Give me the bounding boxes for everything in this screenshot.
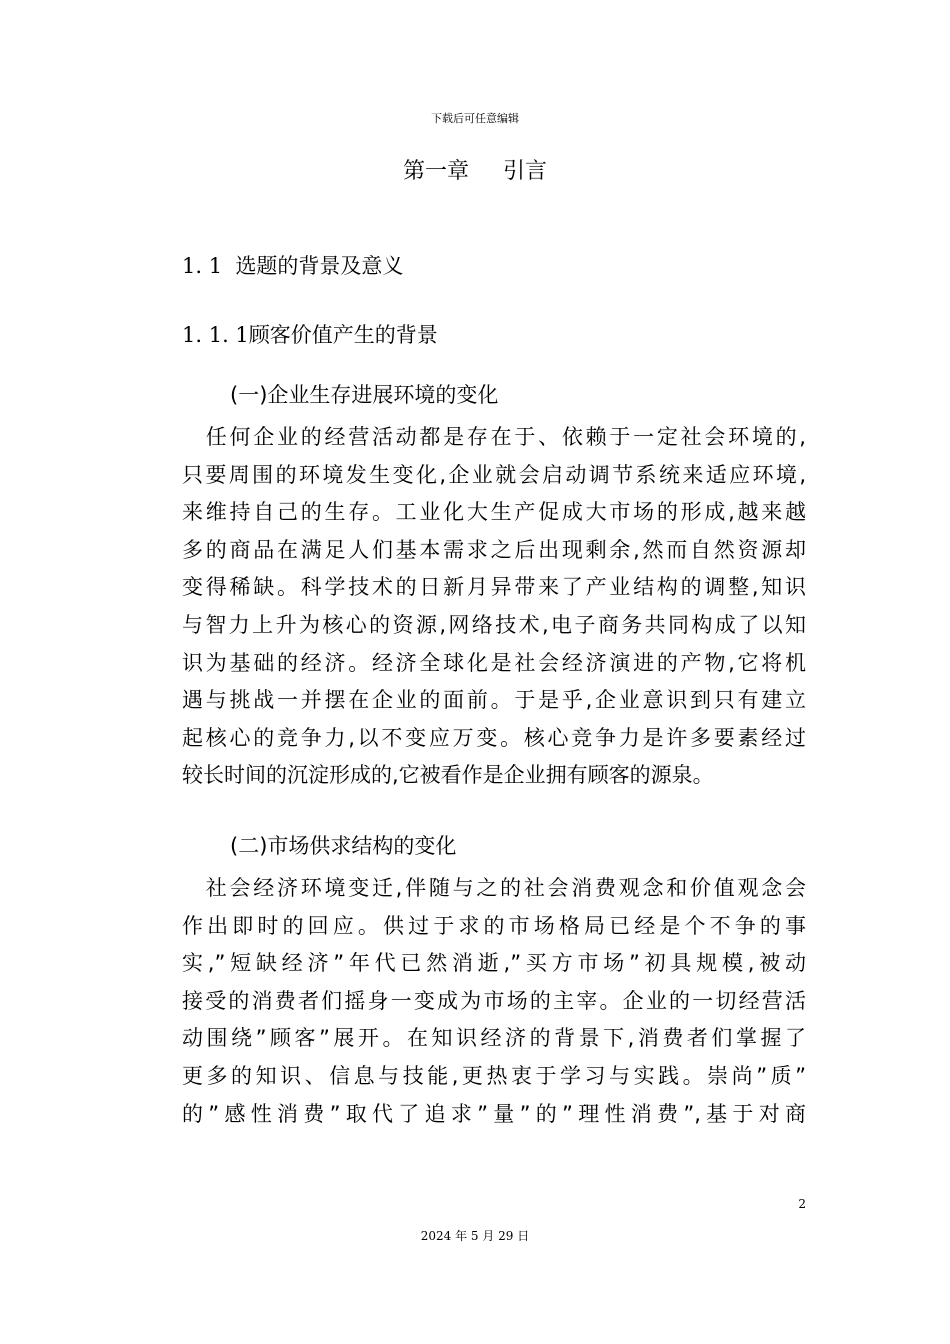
- paragraph-line: 只要周围的环境发生变化,企业就会启动调节系统来适应环境,: [182, 462, 806, 487]
- page-number: 2: [798, 1197, 806, 1211]
- paragraph-line: 动围绕”顾客”展开。在知识经济的背景下,消费者们掌握了: [182, 1026, 806, 1051]
- subsection-heading-market: (二)市场供求结构的变化: [230, 834, 457, 858]
- paragraph-line: 社会经济环境变迁,伴随与之的社会消费观念和价值观念会: [182, 876, 806, 900]
- paragraph-line: 来维持自己的生存。工业化大生产促成大市场的形成,越来越: [182, 500, 806, 525]
- paragraph-line: 变得稀缺。科学技术的日新月异带来了产业结构的调整,知识: [182, 575, 806, 600]
- paragraph-line: 任何企业的经营活动都是存在于、依赖于一定社会环境的,: [182, 425, 806, 449]
- paragraph-line: 多的商品在满足人们基本需求之后出现剩余,然而自然资源却: [182, 537, 806, 562]
- paragraph-environment: [182, 419, 806, 795]
- paragraph-line: 遇与挑战一并摆在企业的面前。于是乎,企业意识到只有建立: [182, 688, 806, 713]
- subsection-number: 1. 1. 1: [182, 323, 249, 347]
- paragraph-line: 接受的消费者们摇身一变成为市场的主宰。企业的一切经营活: [182, 988, 806, 1013]
- paragraph-market: [182, 870, 806, 1133]
- chapter-title: [0, 156, 950, 188]
- paragraph-line: 较长时间的沉淀形成的,它被看作是企业拥有顾客的源泉。: [182, 763, 714, 788]
- section-number: 1. 1: [182, 254, 223, 278]
- paragraph-line: 实,”短缺经济”年代已然消逝,”买方市场”初具规模,被动: [182, 951, 806, 976]
- paragraph-line: 识为基础的经济。经济全球化是社会经济演进的产物,它将机: [182, 650, 806, 675]
- paragraph-line: 作出即时的回应。供过于求的市场格局已经是个不争的事: [182, 913, 806, 938]
- paragraph-line: 的”感性消费”取代了追求”量”的”理性消费”,基于对商: [182, 1101, 806, 1126]
- chapter-number: 第一章: [402, 159, 469, 184]
- footer-date: 2024 年 5 月 29 日: [420, 1229, 530, 1243]
- paragraph-line: 更多的知识、信息与技能,更热衷于学习与实践。崇尚”质”: [182, 1063, 806, 1088]
- chapter-name: 引言: [503, 159, 548, 184]
- section-heading-1-1: [182, 251, 403, 281]
- subsection-heading-environment: (一)企业生存进展环境的变化: [230, 383, 499, 407]
- subsection-title: 顾客价值产生的背景: [248, 323, 438, 347]
- paragraph-line: 与智力上升为核心的资源,网络技术,电子商务共同构成了以知: [182, 612, 806, 637]
- header-note: 下载后可任意编辑: [431, 112, 519, 125]
- section-heading-1-1-1: [182, 320, 438, 350]
- section-title: 选题的背景及意义: [235, 254, 404, 278]
- paragraph-line: 起核心的竞争力,以不变应万变。核心竞争力是许多要素经过: [182, 725, 806, 750]
